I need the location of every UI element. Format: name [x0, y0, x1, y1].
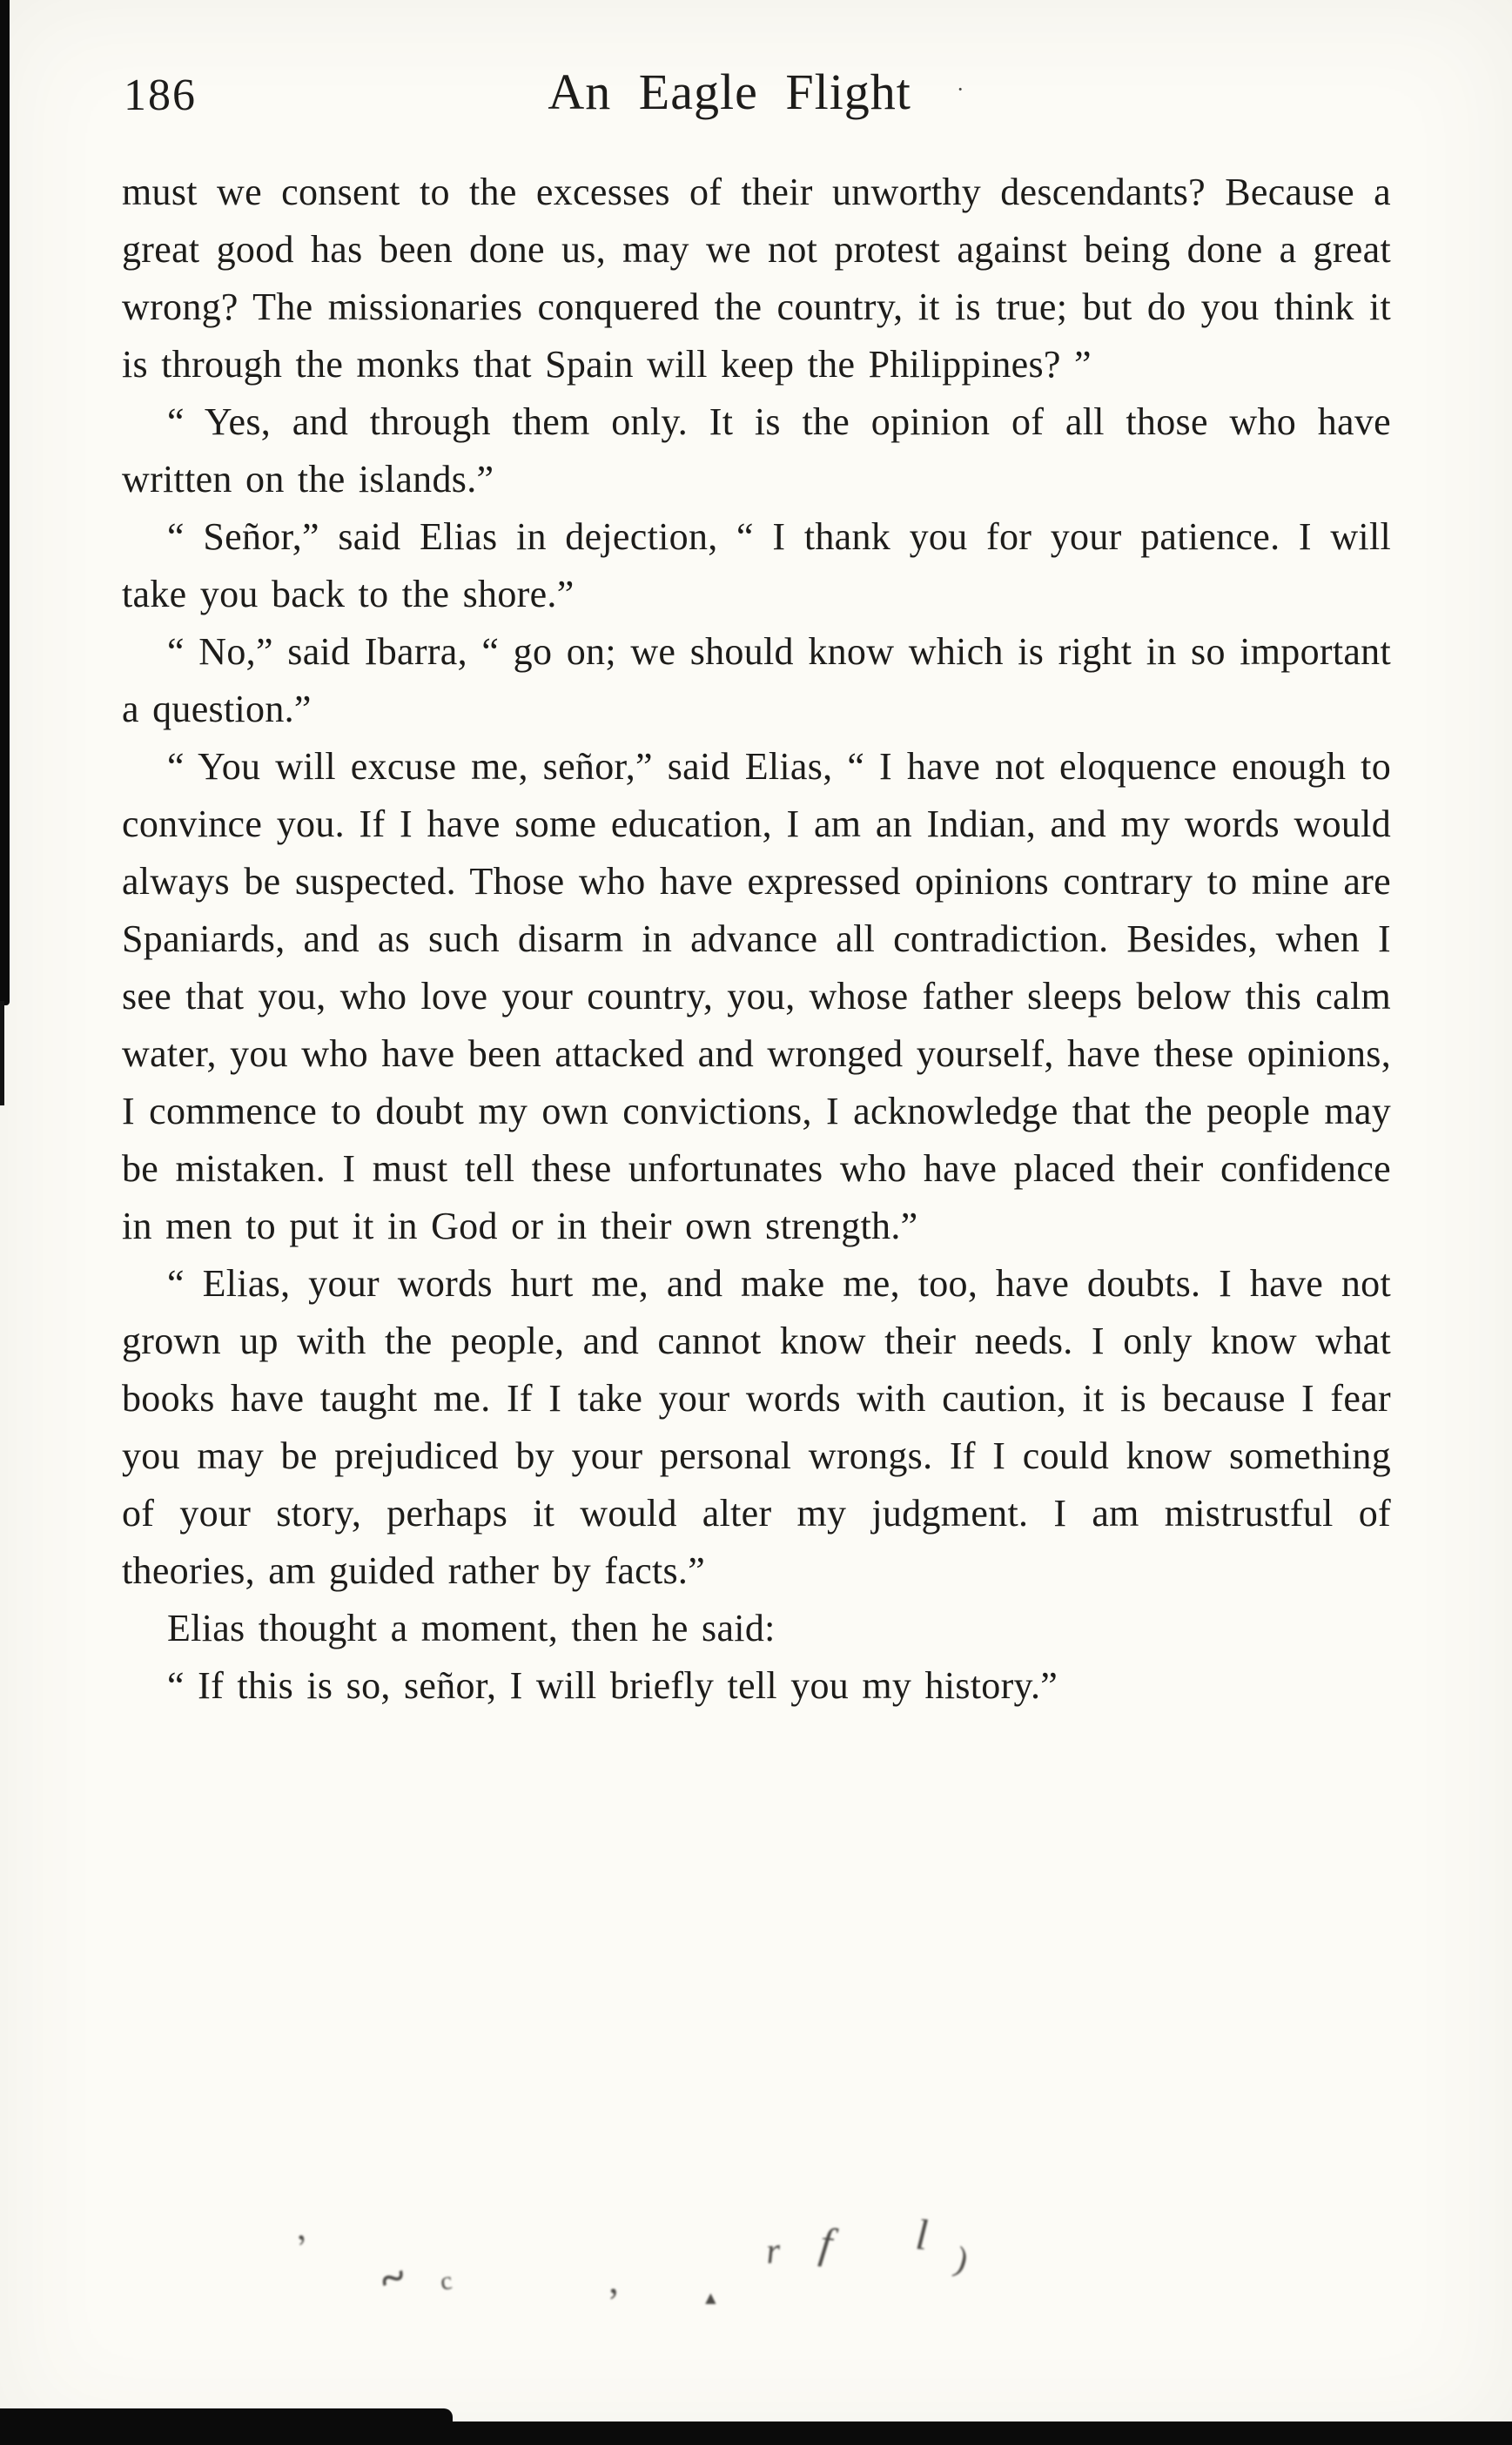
- running-title-text: An Eagle Flight: [548, 64, 911, 120]
- ink-smudge: ’: [292, 2227, 315, 2270]
- ink-smudge: ▲: [702, 2287, 720, 2308]
- ink-smudge: f: [816, 2218, 836, 2268]
- ink-smudge: l: [914, 2209, 930, 2260]
- paragraph: “ Elias, your words hurt me, and make me, too, have doubts. I have not grown up with the people, and cannot know their needs. I only know what books have taught me. If I take your words with caution, it is because I fear you may be prejudiced by your personal wrongs. If I could know something of your story, perhaps it would alter my judgment. I am mistrustful of theories, am guided rather by facts.”: [122, 1262, 1391, 1592]
- running-title: [122, 63, 1391, 121]
- ink-smudge: ~: [373, 2251, 413, 2306]
- page-number: 186: [124, 71, 197, 120]
- scan-edge-left: [0, 0, 10, 1005]
- title-ink-mark: ·: [956, 77, 965, 102]
- scan-edge-left-thin: [0, 1001, 4, 1105]
- page-header: [122, 63, 1391, 132]
- ink-smudge: r: [764, 2231, 782, 2273]
- paragraph: “ Señor,” said Elias in dejection, “ I thank you for your patience. I will take you back to the shore.”: [122, 515, 1391, 615]
- paragraph: Elias thought a moment, then he said:: [167, 1607, 776, 1649]
- ink-smudge: c: [438, 2266, 454, 2296]
- paragraph: “ Yes, and through them only. It is the opinion of all those who have written on the islands.”: [122, 400, 1391, 500]
- ink-smudge: ,: [605, 2256, 620, 2302]
- ink-smudge: ): [951, 2239, 973, 2280]
- paragraph: must we consent to the excesses of their unworthy descendants? Because a great good has been done us, may we not protest against being done a great wrong? The missionaries conquered the country, it is true; but do you think it is through the monks that Spain will keep the Philippines? ”: [122, 171, 1391, 386]
- body-text: [122, 164, 1391, 1715]
- paragraph: “ You will excuse me, señor,” said Elias, “ I have not eloquence enough to convince you. If I have some education, I am an Indian, and my words would always be suspected. Those who have expressed opinions contrary to mine are Spaniards, and as such disarm in advance all contradiction. Besides, when I see that you, who love your country, you, whose father sleeps below this calm water, you who have been attacked and wronged yourself, have these opinions, I commence to doubt my own convictions, I acknowledge that the people may be mistaken. I must tell these unfortunates who have placed their confidence in men to put it in God or in their own strength.”: [122, 745, 1391, 1247]
- paragraph: “ If this is so, señor, I will briefly tell you my history.”: [167, 1664, 1058, 1707]
- paragraph: “ No,” said Ibarra, “ go on; we should know which is right in so important a question.”: [122, 630, 1391, 730]
- scan-edge-bottom: [0, 2421, 1512, 2445]
